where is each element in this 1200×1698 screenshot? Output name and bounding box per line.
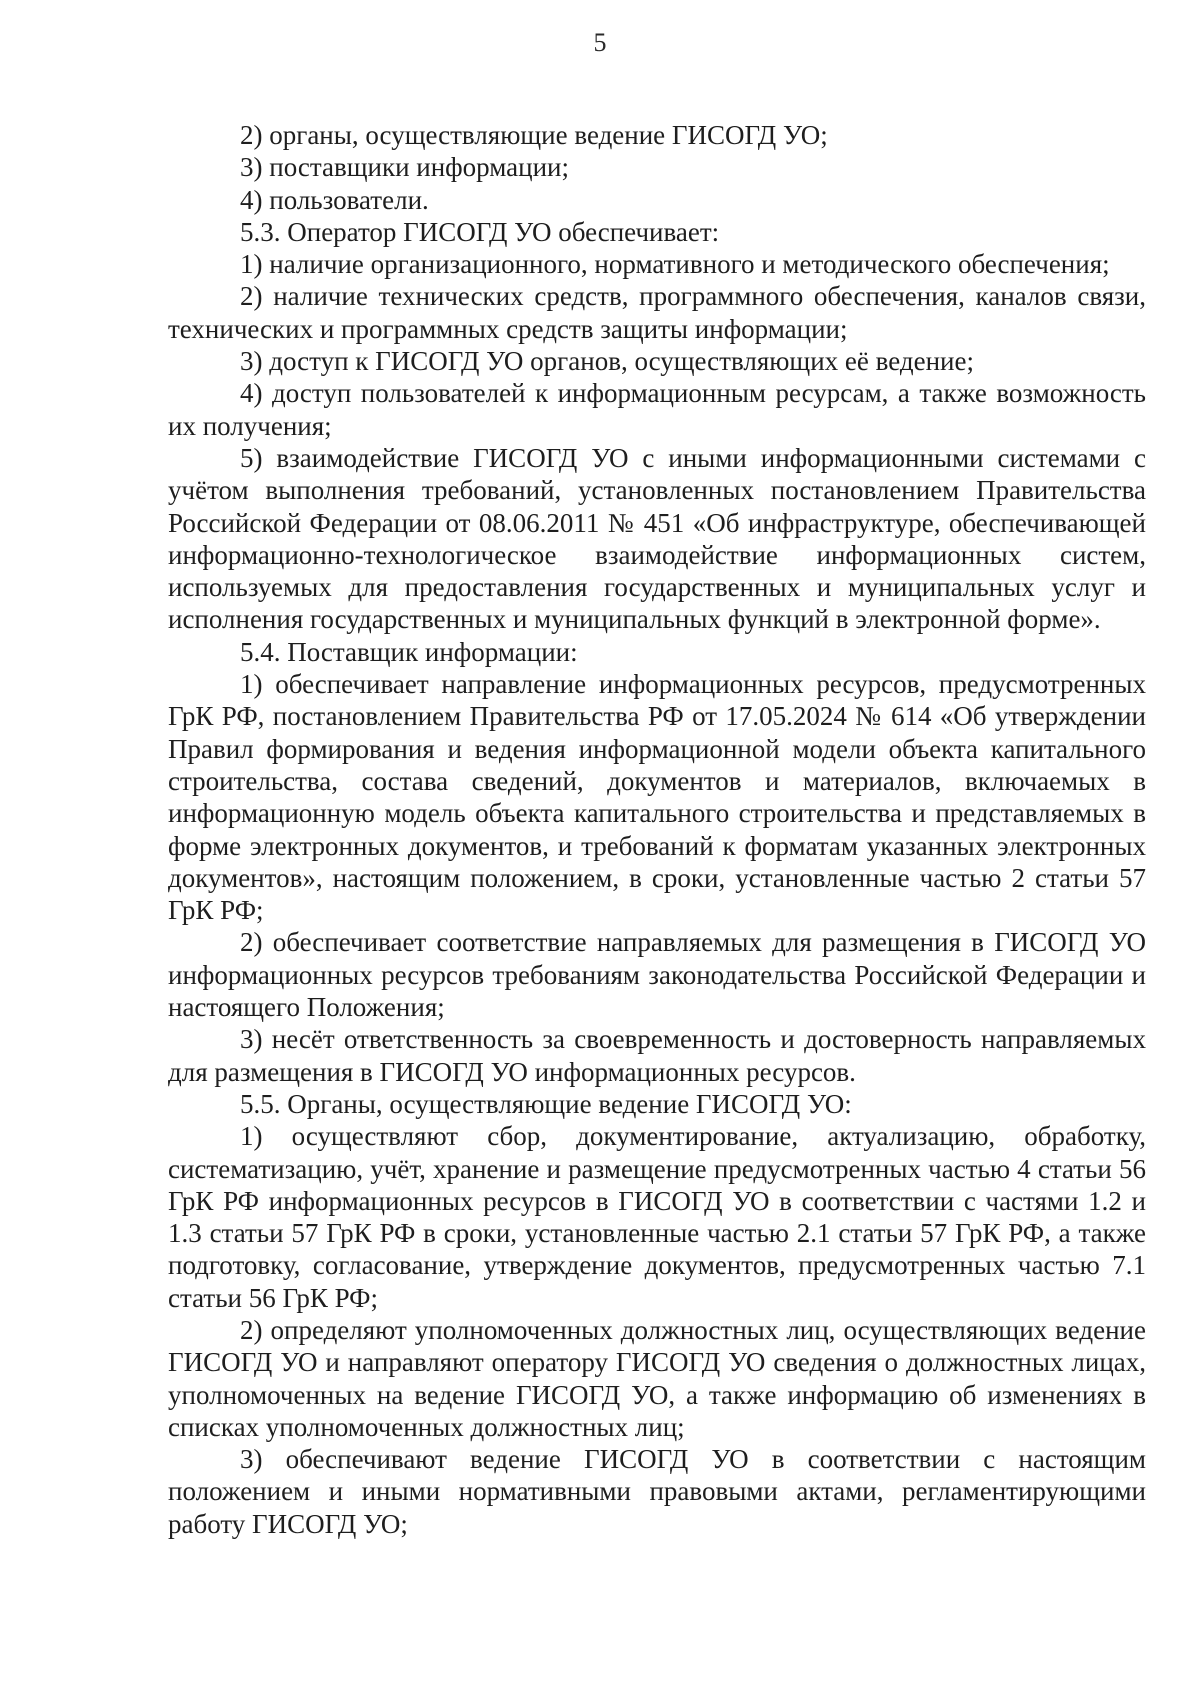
paragraph-5-4-item-1: 1) обеспечивает направление информационных ресурсов, предусмотренных ГрК РФ, постановлением Правительства РФ от 17.05.2024 № 614 «Об утверждении Правил формирования и ведения информационной модели объекта капитального строительства, состава сведений, документов и материалов, включаемых в информационную модель объекта капитального строительства и представляемых в форме электронных документов, и требований к форматам указанных электронных документов», настоящим положением, в сроки, установленные частью 2 статьи 57 ГрК РФ; xyxy=(168,669,1146,926)
paragraph-5-3-item-1: 1) наличие организационного, нормативного и методического обеспечения; xyxy=(240,249,1110,280)
paragraph-5-4-item-3: 3) несёт ответственность за своевременность и достоверность направляемых для размещения в ГИСОГД УО информационных ресурсов. xyxy=(168,1024,1146,1087)
document-body xyxy=(168,119,1146,1540)
paragraph-5-5-item-2: 2) определяют уполномоченных должностных лиц, осуществляющих ведение ГИСОГД УО и направляют оператору ГИСОГД УО сведения о должностных лицах, уполномоченных на ведение ГИСОГД УО, а также информацию об изменениях в списках уполномоченных должностных лиц; xyxy=(168,1314,1146,1442)
page-number: 5 xyxy=(593,28,607,57)
paragraph-5-5-item-3: 3) обеспечивают ведение ГИСОГД УО в соответствии с настоящим положением и иными нормативными правовыми актами, регламентирующими работу ГИСОГД УО; xyxy=(168,1444,1146,1539)
paragraph-3-postavshchiki: 3) поставщики информации; xyxy=(240,152,569,183)
section-5-5-heading: 5.5. Органы, осуществляющие ведение ГИСОГД УО: xyxy=(240,1088,852,1119)
paragraph-5-5-item-1: 1) осуществляют сбор, документирование, актуализацию, обработку, систематизацию, учёт, хранение и размещение предусмотренных частью 4 статьи 56 ГрК РФ информационных ресурсов в ГИСОГД УО в соответствии с частями 1.2 и 1.3 статьи 57 ГрК РФ в сроки, установленные частью 2.1 статьи 57 ГрК РФ, а также подготовку, согласование, утверждение документов, предусмотренных частью 7.1 статьи 56 ГрК РФ; xyxy=(168,1121,1146,1313)
paragraph-5-3-item-2: 2) наличие технических средств, программного обеспечения, каналов связи, технических и программных средств защиты информации; xyxy=(168,281,1146,344)
paragraph-5-3-item-4: 4) доступ пользователей к информационным ресурсам, а также возможность их получения; xyxy=(168,378,1146,441)
paragraph-4-polzovateli: 4) пользователи. xyxy=(240,184,429,215)
section-5-3-heading: 5.3. Оператор ГИСОГД УО обеспечивает: xyxy=(240,216,720,247)
paragraph-5-3-item-5: 5) взаимодействие ГИСОГД УО с иными информационными системами с учётом выполнения требований, установленных постановлением Правительства Российской Федерации от 08.06.2011 № 451 «Об инфраструктуре, обеспечивающей информационно-технологическое взаимодействие информационных систем, используемых для предоставления государственных и муниципальных услуг и исполнения государственных и муниципальных функций в электронной форме». xyxy=(168,442,1146,635)
paragraph-5-4-item-2: 2) обеспечивает соответствие направляемых для размещения в ГИСОГД УО информационных ресурсов требованиям законодательства Российской Федерации и настоящего Положения; xyxy=(168,927,1146,1023)
paragraph-2-organy: 2) органы, осуществляющие ведение ГИСОГД УО; xyxy=(240,120,828,150)
paragraph-5-3-item-3: 3) доступ к ГИСОГД УО органов, осуществляющих её ведение; xyxy=(240,346,974,377)
section-5-4-heading: 5.4. Поставщик информации: xyxy=(240,636,578,667)
